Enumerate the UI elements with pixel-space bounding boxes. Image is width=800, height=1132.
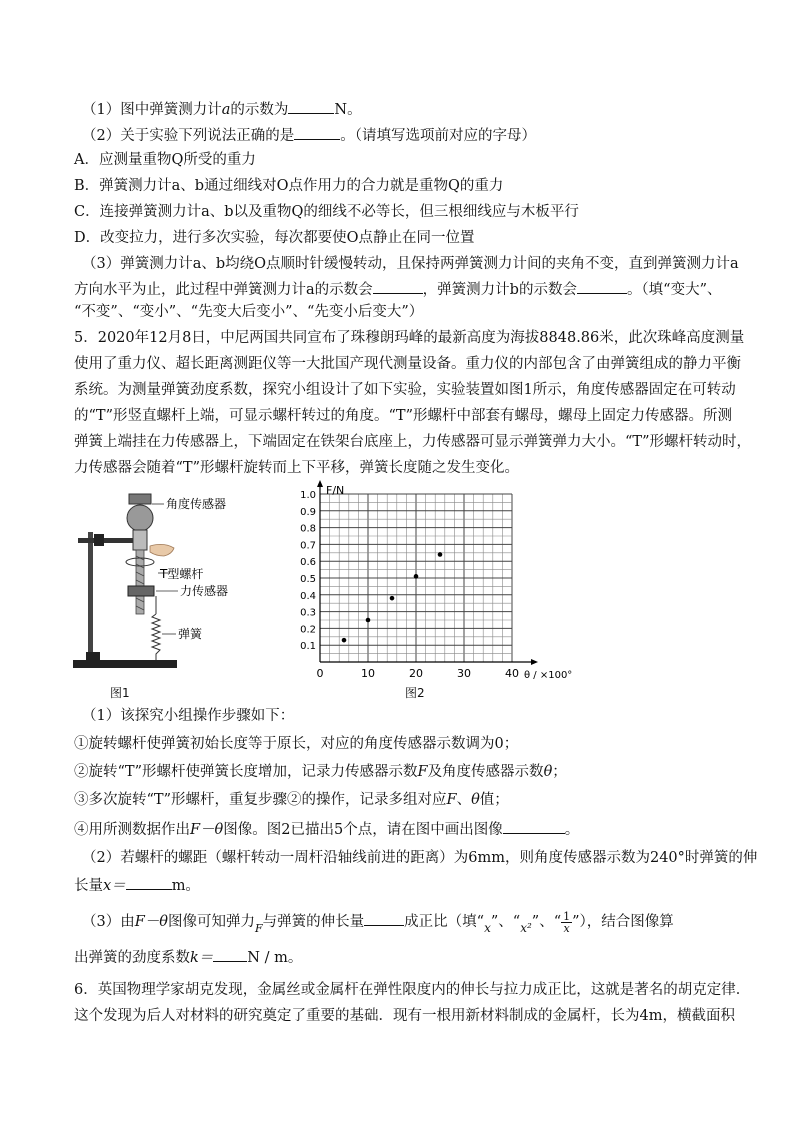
label-spring: 弹簧 xyxy=(178,627,203,641)
q5-part3-text3: 与弹簧的伸长量 xyxy=(262,914,365,930)
x-axis-label: θ / ×100° xyxy=(524,670,573,681)
data-point xyxy=(438,552,443,557)
q4-part3-line2 xyxy=(74,278,722,300)
var-x-equals: x＝ xyxy=(103,878,126,894)
option-a: A．应测量重物Q所受的重力 xyxy=(74,152,256,168)
var-a: a xyxy=(221,102,231,118)
figure-2-chart xyxy=(290,476,590,686)
q5-part2-text4: 长量 xyxy=(74,878,103,894)
answer-blank-a-change[interactable] xyxy=(373,278,423,294)
q5-part3-sep1: ”、“ xyxy=(490,914,521,930)
option-x-squared: x² xyxy=(520,921,532,935)
q5-step4-text2: 图像。图2已描出5个点，请在图中画出图像 xyxy=(223,822,503,838)
y-tick-label: 0.3 xyxy=(300,607,316,619)
q5-step1: ①旋转螺杆使弹簧初始长度等于原长，对应的角度传感器示数调为0； xyxy=(74,736,519,752)
q5-part2-text3: 时弹簧的伸 xyxy=(684,850,758,866)
option-x: x xyxy=(484,921,491,935)
angle-value: 240° xyxy=(649,850,685,866)
x-tick-label: 20 xyxy=(409,667,423,680)
q5-step3 xyxy=(74,790,509,810)
y-tick-label: 0.6 xyxy=(300,557,316,569)
q5-step2-end: ； xyxy=(552,764,567,780)
clamp xyxy=(94,534,104,546)
option-c: C．连接弹簧测力计a、b以及重物Q的细线不必等长，但三根细线应与木板平行 xyxy=(74,204,579,220)
q4-part1 xyxy=(82,98,362,120)
y-tick-label: 0.1 xyxy=(300,641,316,653)
q5-part2-text2: ，则角度传感器示数为 xyxy=(504,850,650,866)
pitch-value: 6mm xyxy=(468,850,505,866)
q5-part2-line2 xyxy=(74,874,200,896)
angle-sensor-top xyxy=(129,494,151,504)
q5-part3-text4: 成正比（填“ xyxy=(404,914,485,930)
y-axis-arrow-icon xyxy=(317,480,323,487)
q5-line1: 5．2020年12月8日，中尼两国共同宣布了珠穆朗玛峰的最新高度为海拔8848.86米，此次珠峰高度测量 xyxy=(74,330,745,346)
q5-line4: 的“T”形竖直螺杆上端，可显示螺杆转过的角度。“T”形螺杆中部套有螺母，螺母上固定力传感器。所测 xyxy=(74,408,732,424)
stand-pole xyxy=(88,532,93,652)
var-f: F xyxy=(446,792,457,808)
y-tick-label: 0.8 xyxy=(300,523,316,535)
y-axis-label: F/N xyxy=(326,484,345,497)
q4-part1-text: （1）图中弹簧测力计 xyxy=(82,102,222,118)
q5-line3: 系统。为测量弹簧劲度系数，探究小组设计了如下实验，实验装置如图1所示，角度传感器固定在可转动 xyxy=(74,382,736,398)
q4-part3-text3: 。（填“变大”、 xyxy=(626,282,722,298)
answer-blank-stiffness[interactable] xyxy=(213,946,247,962)
q4-part3-text2: ，弹簧测力计b的示数会 xyxy=(422,282,577,298)
angle-sensor-ball xyxy=(127,505,153,531)
fraction-denominator: x xyxy=(563,921,570,935)
option-b: B．弹簧测力计a、b通过细线对O点作用力的合力就是重物Q的重力 xyxy=(74,178,504,194)
fraction-numerator: 1 xyxy=(563,909,571,923)
option-d: D．改变拉力，进行多次实验，每次都要使O点静止在同一位置 xyxy=(74,230,475,246)
q5-steps-title: （1）该探究小组操作步骤如下： xyxy=(82,708,295,724)
x-tick-label: 0 xyxy=(316,667,324,680)
spring-icon xyxy=(152,614,160,660)
q5-part3-line2 xyxy=(74,946,302,968)
chart-ticks xyxy=(300,490,519,680)
label-t-screw: T型螺杆 xyxy=(160,567,204,581)
q5-line6: 力传感器会随着“T”形螺杆旋转而上下平移，弹簧长度随之发生变化。 xyxy=(74,460,519,476)
answer-blank-a-reading[interactable] xyxy=(288,98,334,114)
hand-icon xyxy=(150,544,174,556)
unit-n: N。 xyxy=(334,102,362,118)
answer-blank-proportional[interactable] xyxy=(364,910,404,926)
label-angle-sensor: 角度传感器 xyxy=(166,497,227,511)
q5-line5: 弹簧上端挂在力传感器上，下端固定在铁架台底座上，力传感器可显示弹簧弹力大小。“T”形螺杆转动时， xyxy=(74,434,751,450)
data-point xyxy=(366,618,371,623)
angle-sensor-body xyxy=(133,530,147,550)
f-theta-expression: F－θ xyxy=(190,822,224,838)
y-tick-label: 0.7 xyxy=(300,540,316,552)
q4-part3-line1: （3）弹簧测力计a、b均绕O点顺时针缓慢转动，且保持两弹簧测力计间的夹角不变，直到弹簧测力计a xyxy=(82,256,739,272)
data-point xyxy=(390,596,395,601)
q5-part2-line1 xyxy=(82,848,757,868)
q5-part3-line1 xyxy=(82,910,674,941)
f-theta-expression: F－θ xyxy=(134,914,169,930)
force-sensor xyxy=(128,586,154,596)
q5-part3-text: （3）由 xyxy=(82,914,135,930)
q5-part3-sep2: ”、“ xyxy=(531,914,562,930)
q4-part2-text: （2）关于实验下列说法正确的是 xyxy=(82,128,295,144)
x-axis-arrow-icon xyxy=(531,659,538,665)
stand-foot xyxy=(86,652,100,660)
answer-blank-draw-graph[interactable] xyxy=(503,818,565,834)
var-f-subscript: F xyxy=(255,922,263,935)
clamp-arm xyxy=(78,538,136,543)
q5-step2 xyxy=(74,762,567,782)
x-tick-label: 10 xyxy=(361,667,375,680)
q5-part3-text6: 出弹簧的劲度系数 xyxy=(74,950,190,966)
answer-blank-b-change[interactable] xyxy=(577,278,627,294)
option-one-over-x xyxy=(561,911,572,934)
q4-part3-text: 方向水平为止，此过程中弹簧测力计a的示数会 xyxy=(74,282,373,298)
unit-n-per-m: N / m。 xyxy=(247,950,303,966)
var-f: F xyxy=(417,764,428,780)
label-force-sensor: 力传感器 xyxy=(180,584,229,598)
y-tick-label: 0.9 xyxy=(300,506,316,518)
q5-step2-text2: 及角度传感器示数 xyxy=(427,764,544,780)
chart-points xyxy=(342,552,443,642)
q4-part1-text2: 的示数为 xyxy=(230,102,289,118)
q5-line2: 使用了重力仪、超长距离测距仪等一大批国产现代测量设备。重力仪的内部包含了由弹簧组成的静力平衡 xyxy=(74,356,741,372)
q6-line1: 6．英国物理学家胡克发现，金属丝或金属杆在弹性限度内的伸长与拉力成正比，这就是著名的胡克定律． xyxy=(74,982,751,998)
var-theta: θ xyxy=(543,764,553,780)
var-theta: θ xyxy=(471,792,480,808)
q5-step4 xyxy=(74,818,579,840)
q5-step4-text: ④用所测数据作出 xyxy=(74,822,190,838)
q4-part2 xyxy=(82,124,536,146)
q6-line2: 这个发现为后人对材料的研究奠定了重要的基础．现有一根用新材料制成的金属杆，长为4m，横截面积 xyxy=(74,1008,735,1024)
y-tick-label: 0.4 xyxy=(300,590,316,602)
data-point xyxy=(414,574,419,579)
q5-part3-text5: ”），结合图像算 xyxy=(572,914,674,930)
figure-1-caption: 图1 xyxy=(110,686,130,700)
answer-blank-extension[interactable] xyxy=(126,874,172,890)
q4-part3-line3: “不变”、“变小”、“先变大后变小”、“先变小后变大”） xyxy=(74,304,424,320)
q5-part2-text: （2）若螺杆的螺距（螺杆转动一周杆沿轴线前进的距离）为 xyxy=(82,850,469,866)
q5-part3-text2: 图像可知弹力 xyxy=(168,914,256,930)
y-tick-label: 0.5 xyxy=(300,574,316,585)
var-k-equals: k＝ xyxy=(190,950,214,966)
figure-1-apparatus xyxy=(70,488,260,678)
stand-base xyxy=(73,660,177,668)
q5-step2-text: ②旋转“T”形螺杆使弹簧长度增加，记录力传感器示数 xyxy=(74,764,418,780)
q5-step3-sep: 、 xyxy=(456,792,472,808)
y-tick-label: 0.2 xyxy=(300,624,316,636)
q5-step3-end: 值； xyxy=(479,792,509,808)
figure-2-caption: 图2 xyxy=(405,686,425,700)
q4-part2-text2: 。（请填写选项前对应的字母） xyxy=(340,128,536,144)
y-tick-label: 1.0 xyxy=(300,490,316,501)
chart-axes xyxy=(317,480,538,665)
x-tick-label: 40 xyxy=(505,667,519,680)
data-point xyxy=(342,638,347,643)
q5-step4-end: 。 xyxy=(564,822,580,838)
unit-m: m。 xyxy=(171,878,200,894)
x-tick-label: 30 xyxy=(457,667,471,680)
q5-step3-text: ③多次旋转“T”形螺杆，重复步骤②的操作，记录多组对应 xyxy=(74,792,447,808)
answer-blank-correct-options[interactable] xyxy=(294,124,340,140)
